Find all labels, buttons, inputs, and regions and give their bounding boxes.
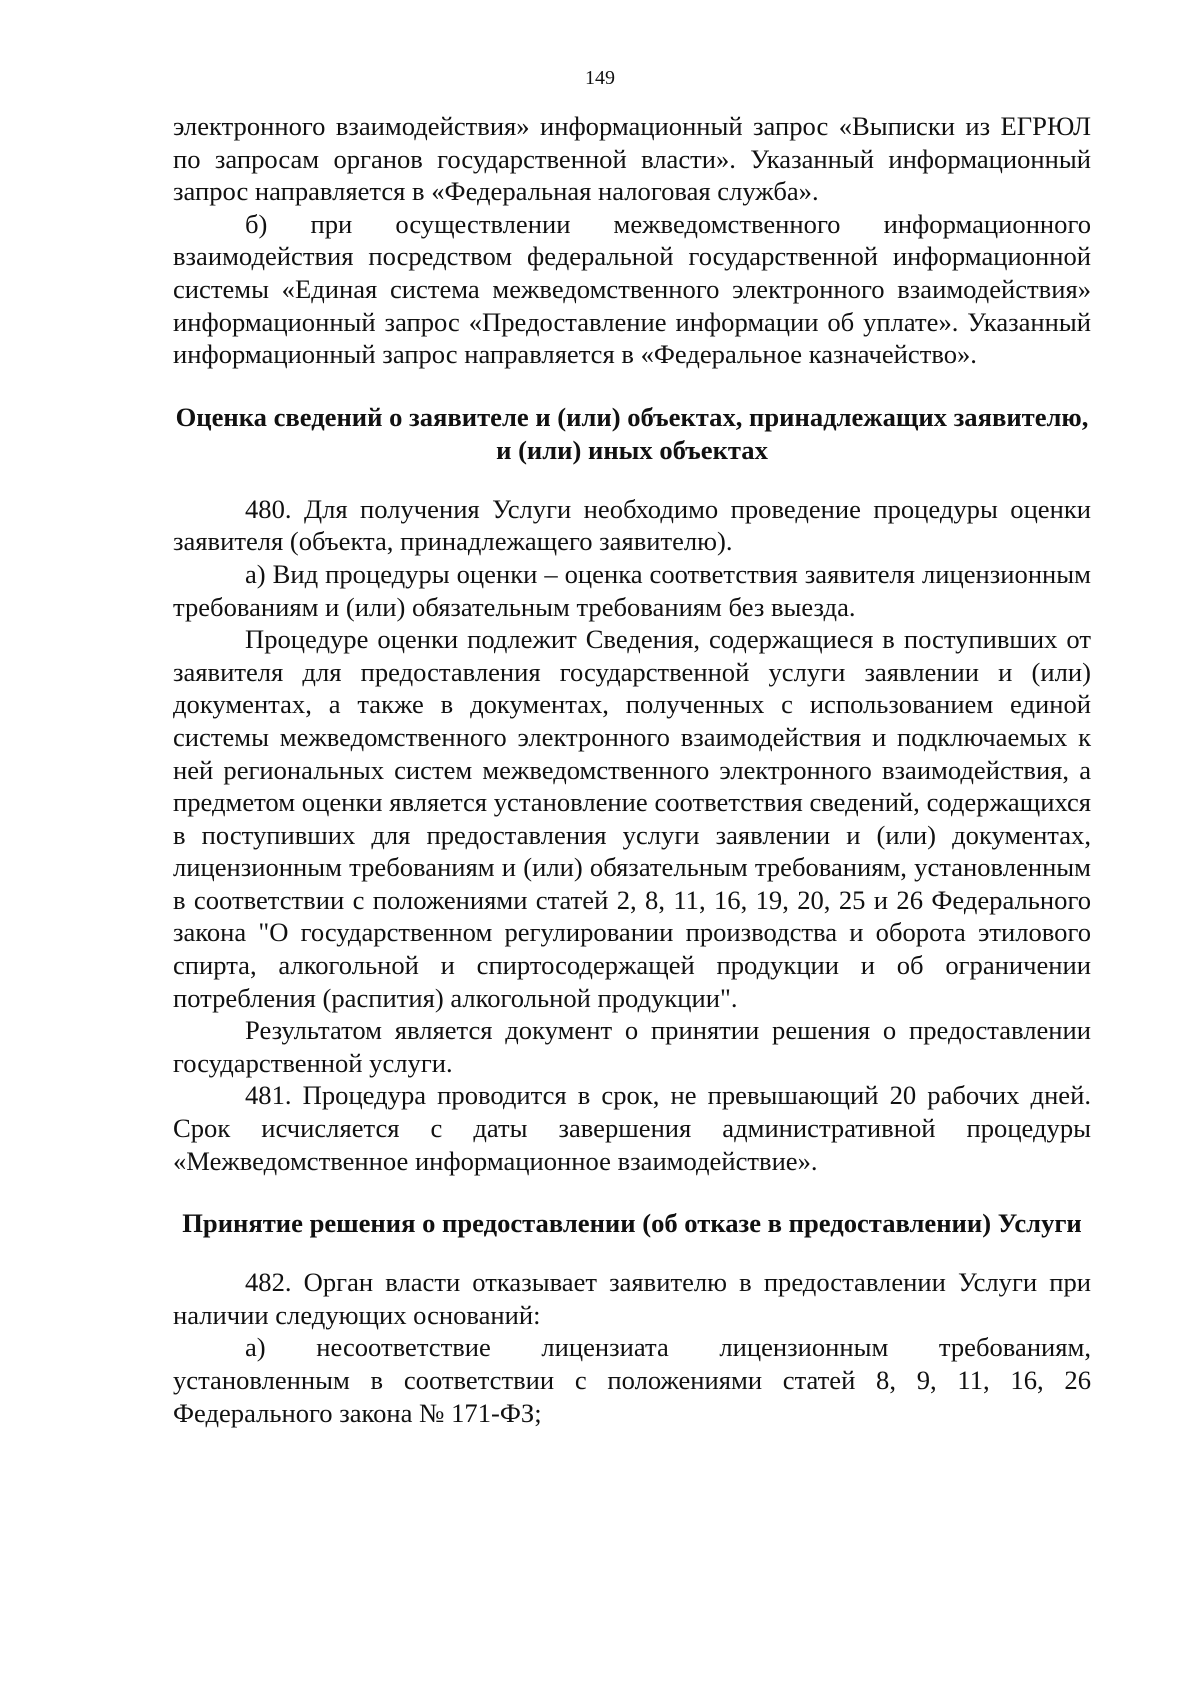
section-heading-assessment: Оценка сведений о заявителе и (или) объектах, принадлежащих заявителю, и (или) иных объектах bbox=[175, 401, 1089, 465]
page-number: 149 bbox=[585, 67, 615, 89]
paragraph-continuation: электронного взаимодействия» информационный запрос «Выписки из ЕГРЮЛ по запросам органов государственной власти». Указанный информационный запрос направляется в «Федеральная налоговая служба». bbox=[173, 111, 1091, 207]
paragraph-result: Результатом является документ о принятии решения о предоставлении государственной услуги. bbox=[173, 1015, 1091, 1078]
paragraph-b-request: б) при осуществлении межведомственного информационного взаимодействия посредством федеральной государственной информационной системы «Единая система межведомственного электронного взаимодействия» информационный запрос «Предоставление информации об уплате». Указанный информационный запрос направляется в «Федеральное казначейство». bbox=[173, 208, 1091, 370]
paragraph-480: 480. Для получения Услуги необходимо проведение процедуры оценки заявителя (объекта, принадлежащего заявителю). bbox=[173, 493, 1091, 557]
paragraph-480-a: а) Вид процедуры оценки – оценка соответствия заявителя лицензионным требованиям и (или) обязательным требованиям без выезда. bbox=[173, 558, 1091, 622]
document-body bbox=[173, 110, 1091, 1429]
section-heading-decision: Принятие решения о предоставлении (об отказе в предоставлении) Услуги bbox=[182, 1208, 1082, 1239]
paragraph-assessment-subject: Процедуре оценки подлежит Сведения, содержащиеся в поступивших от заявителя для предоставления государственной услуги заявлении и (или) документах, а также в документах, полученных с использованием единой системы межведомственного электронного взаимодействия и подключаемых к ней региональных систем межведомственного электронного взаимодействия, а предметом оценки является установление соответствия сведений, содержащихся в поступивших для предоставления услуги заявлении и (или) документах, лицензионным требованиям и (или) обязательным требованиям, установленным в соответствии с положениями статей 2, 8, 11, 16, 19, 20, 25 и 26 Федерального закона "О государственном регулировании производства и оборота этилового спирта, алкогольной и спиртосодержащей продукции и об ограничении потребления (распития) алкогольной продукции". bbox=[173, 624, 1091, 1013]
paragraph-482: 482. Орган власти отказывает заявителю в предоставлении Услуги при наличии следующих оснований: bbox=[173, 1267, 1091, 1330]
paragraph-481: 481. Процедура проводится в срок, не превышающий 20 рабочих дней. Срок исчисляется с даты завершения административной процедуры «Межведомственное информационное взаимодействие». bbox=[173, 1080, 1091, 1176]
paragraph-482-a: а) несоответствие лицензиата лицензионным требованиям, установленным в соответствии с положениями статей 8, 9, 11, 16, 26 Федерального закона № 171-ФЗ; bbox=[173, 1332, 1091, 1428]
